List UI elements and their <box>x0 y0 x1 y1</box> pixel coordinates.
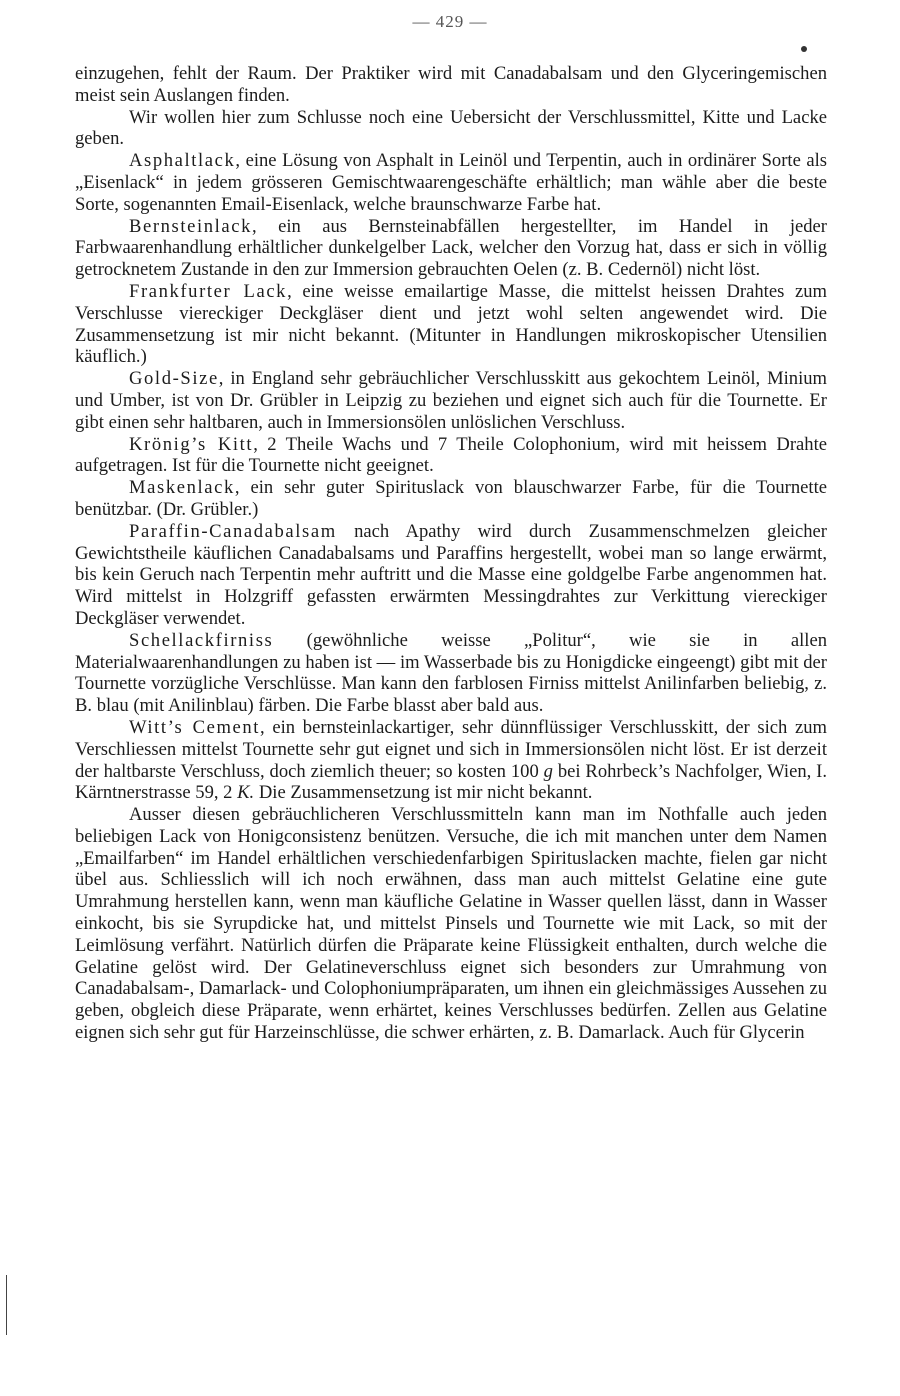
entry-term: Maskenlack <box>129 477 235 499</box>
entry-term: Gold-Size <box>129 368 219 390</box>
entry-gold-size: Gold-Size, in England sehr gebräuchlicher Verschlusskitt aus gekochtem Leinöl, Minium und Umber, ist von Dr. Grübler in Leipzig zu beziehen und eignet sich auch für die Tournette. Er gibt einen sehr haltbaren, auch in Immersionsölen unlöslichen Verschluss. <box>75 368 827 433</box>
body-text <box>75 63 827 1044</box>
entry-term: Witt’s Cement <box>129 716 261 738</box>
paragraph-closing: Ausser diesen gebräuchlicheren Verschlussmitteln kann man im Nothfalle auch jeden beliebigen Lack von Honigconsistenz benützen. Versuche, die ich mit manchen unter dem Namen „Emailfarben“ im Handel erhältlichen verschiedenfarbigen Spirituslacken machte, fielen gar nicht übel aus. Schliesslich will ich noch erwähnen, dass man auch mittelst Gelatine eine gute Umrahmung herstellen kann, wenn man käufliche Gelatine in Wasser quellen lässt, dann in Wasser einkocht, bis sie Syrupdicke hat, und mittelst Pinsels und Tournette wie mit Lack, so mit der Leimlösung verfährt. Natürlich dürfen die Präparate keine Flüssigkeit enthalten, durch welche die Gelatine gelöst wird. Der Gelatineverschluss eignet sich besonders zur Umrahmung von Canadabalsam-, Damarlack- und Colophoniumpräparaten, um ihnen ein gleichmässiges Aussehen zu geben, obgleich diese Präparate, wenn erhärtet, keines Verschlusses bedürfen. Zellen aus Gelatine eignen sich sehr gut für Harzeinschlüsse, die schwer erhärten, z. B. Damarlack. Auch für Glycerin <box>75 804 827 1044</box>
entry-term: Bernsteinlack <box>129 215 253 237</box>
entry-term: Asphaltlack <box>129 150 236 172</box>
entry-witts-cement: Witt’s Cement, ein bernsteinlackartiger, sehr dünnflüssiger Verschlusskitt, der sich zum Verschliessen mittelst Tournette sehr gut eignet und sich in Immersionsölen nicht löst. Er ist derzeit der haltbarste Verschluss, doch ziemlich theuer; so kosten 100 g bei Rohrbeck’s Nachfolger, Wien, I. Kärntnerstrasse 59, 2 K. Die Zusammensetzung ist mir nicht bekannt. <box>75 716 827 804</box>
entry-bernsteinlack: Bernsteinlack, ein aus Bernsteinabfällen hergestellter, im Handel in jeder Farbwaarenhandlung erhältlicher dunkelgelber Lack, welcher den Vorzug hat, dass er sich in völlig getrocknetem Zustande in den zur Immersion gebrauchten Oelen (z. B. Cedernöl) nicht löst. <box>75 215 827 281</box>
entry-term: Schellackfirniss <box>129 629 274 651</box>
unit-gram: g <box>543 760 553 782</box>
entry-paraffin-canadabalsam: Paraffin-Canadabalsam nach Apathy wird durch Zusammenschmelzen gleicher Gewichtstheile käuflichen Canadabalsams und Paraffins hergestellt, wobei man so lange erwärmt, bis kein Geruch nach Terpentin mehr auftritt und die Masse eine goldgelbe Farbe angenommen hat. Wird mittelst in Holzgriff gefassten erwärmten Messingdrahtes zur Verkittung viereckiger Deckgläser verwendet. <box>75 520 827 629</box>
entry-maskenlack: Maskenlack, ein sehr guter Spirituslack von blauschwarzer Farbe, für die Tournette benützbar. (Dr. Grübler.) <box>75 477 827 520</box>
entry-frankfurter-lack: Frankfurter Lack, eine weisse emailartige Masse, die mittelst heissen Drahtes zum Verschlusse viereckiger Deckgläser dient und jetzt wohl selten angewendet wird. Die Zusammensetzung ist mir nicht bekannt. (Mitunter in Handlungen mikroskopischer Utensilien käuflich.) <box>75 280 827 368</box>
entry-asphaltlack: Asphaltlack, eine Lösung von Asphalt in Leinöl und Terpentin, auch in ordinärer Sorte als „Eisenlack“ in jedem grösseren Gemischtwaarengeschäfte erhältlich; man wähle aber die beste Sorte, sogenannten Email-Eisenlack, welche braunschwarze Farbe hat. <box>75 150 827 215</box>
page-number: — 429 — <box>412 12 488 31</box>
entry-term: Paraffin-Canadabalsam <box>129 520 337 542</box>
entry-kroenigs-kitt: Krönig’s Kitt, 2 Theile Wachs und 7 Theile Colophonium, wird mit heissem Drahte aufgetragen. Ist für die Tournette nicht geeignet. <box>75 433 827 477</box>
entry-term: Frankfurter Lack <box>129 280 288 302</box>
paragraph-intro: Wir wollen hier zum Schlusse noch eine Uebersicht der Verschlussmittel, Kitte und Lacke geben. <box>75 106 827 150</box>
unit-krone: K. <box>237 782 255 804</box>
print-speck <box>801 46 807 52</box>
entry-term: Krönig’s Kitt <box>129 433 254 455</box>
entry-schellackfirniss: Schellackfirniss (gewöhnliche weisse „Politur“, wie sie in allen Materialwaarenhandlungen zu haben ist — im Wasserbade bis zu Honigdicke eingeengt) gibt mit der Tournette vorzügliche Verschlüsse. Man kann den farblosen Firniss mittelst Anilinfarben beliebig, z. B. blau (mit Anilinblau) färben. Die Farbe blasst aber bald aus. <box>75 629 827 717</box>
paragraph-continuation: einzugehen, fehlt der Raum. Der Praktiker wird mit Canadabalsam und den Glyceringemischen meist sein Auslangen finden. <box>75 63 827 106</box>
scan-margin-line <box>6 1275 7 1335</box>
